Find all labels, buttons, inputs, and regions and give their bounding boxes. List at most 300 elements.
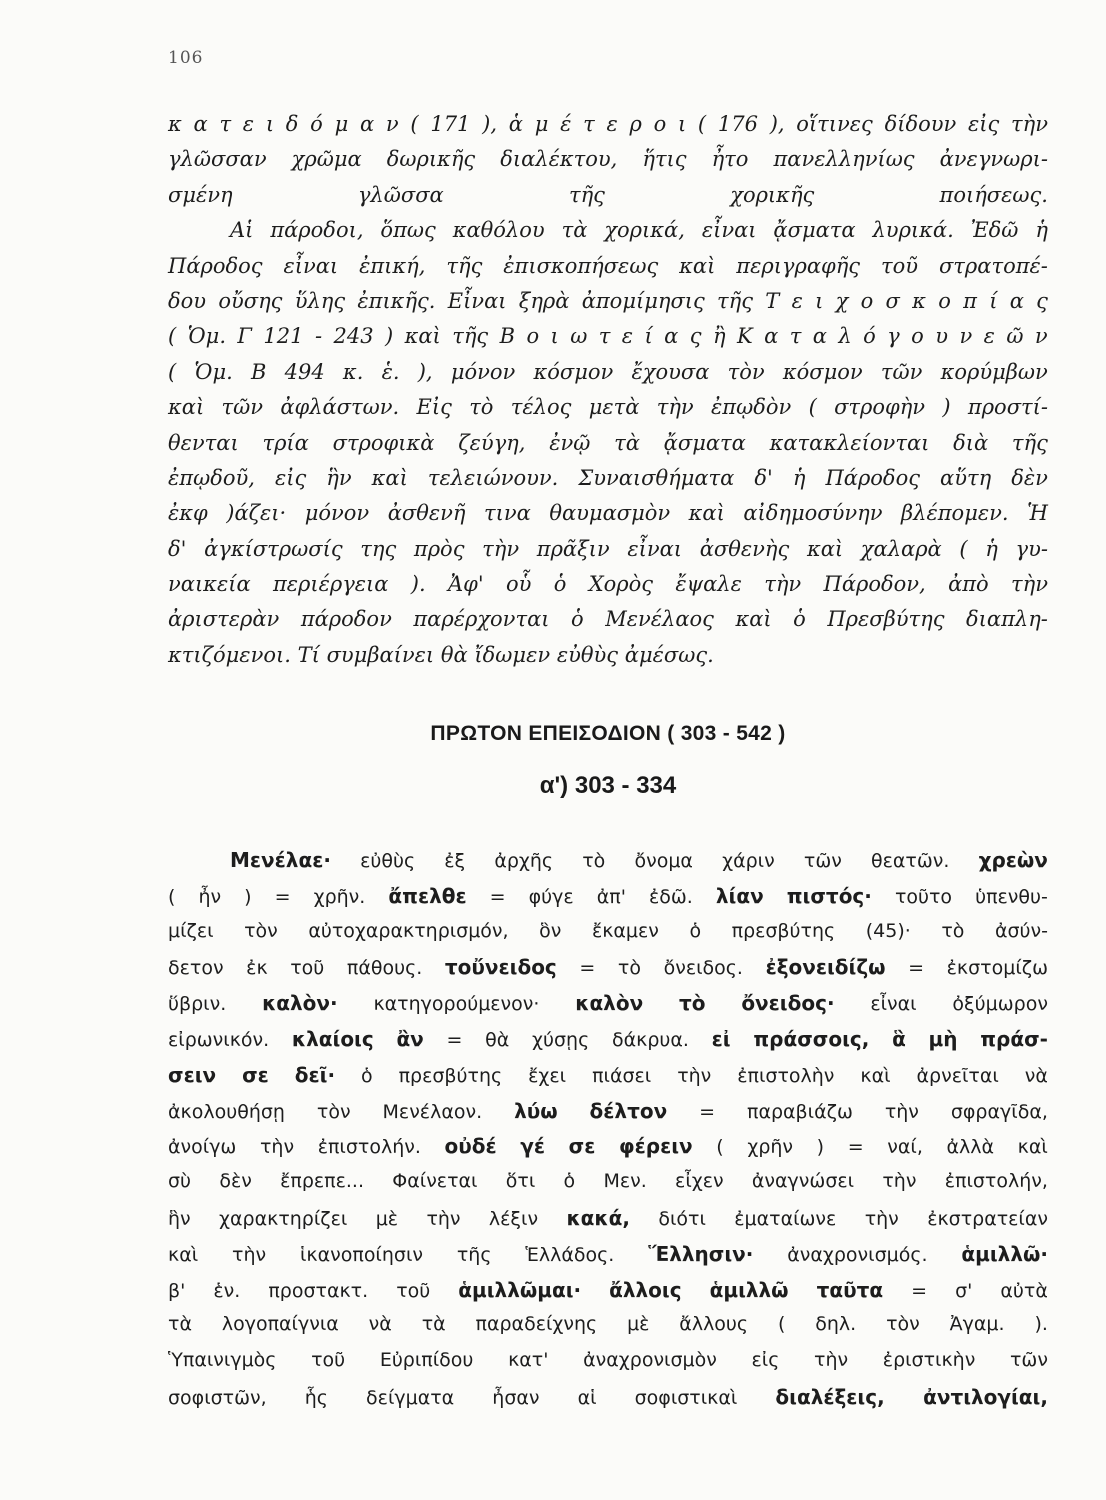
word: δετον [168, 957, 224, 980]
lemma-term: ἄλλοις [609, 1277, 682, 1302]
word: ἀναχρονισμός. [787, 1243, 928, 1266]
word: Εἶναι [447, 288, 507, 313]
word: Εἰς [416, 395, 452, 420]
word: δ' [168, 536, 187, 561]
word: ἡ [985, 536, 998, 561]
word: ί [989, 288, 998, 313]
word: εἶναι [283, 253, 339, 278]
word: ). [410, 572, 426, 597]
word: αἱ [577, 1386, 597, 1409]
word: = [489, 885, 506, 908]
word: ό [863, 324, 876, 349]
word: τὸ [941, 919, 965, 942]
word: ναί, [887, 1136, 923, 1159]
word: ο [911, 324, 924, 349]
word: καὶ [371, 465, 408, 490]
word: μετὰ [588, 395, 640, 420]
word: σὺ [168, 1170, 192, 1193]
word: ἧς [304, 1386, 328, 1409]
word: δωρικῆς [386, 147, 476, 172]
text-line [168, 218, 1048, 253]
word: εἶχεν [675, 1170, 724, 1193]
word: ζεύγη, [458, 430, 526, 455]
text-line [168, 431, 1048, 466]
word: τὸ [617, 957, 641, 980]
text-line [168, 643, 1048, 678]
word: ἣν [326, 465, 352, 490]
word: Φαίνεται [392, 1170, 478, 1193]
word: ) [816, 1136, 825, 1159]
text-line [168, 289, 1048, 324]
word: ὁ [563, 1170, 576, 1193]
word: φύγε [528, 885, 574, 908]
lemma-term: ἀντιλογίαι, [923, 1384, 1048, 1409]
word: ἔπρεπε... [280, 1170, 364, 1193]
word: 121 [263, 324, 304, 349]
word: ἐπῳδοῦ, [168, 465, 255, 490]
word: κόσμον [782, 359, 863, 384]
word: ( [410, 112, 419, 136]
word: τῆς [717, 288, 754, 313]
lemma-term: οὐδέ [444, 1134, 497, 1159]
word: ἐματαίωνε [734, 1207, 837, 1230]
word: Ὁμ. [187, 324, 226, 349]
word: ). [1034, 1313, 1048, 1336]
word: Συναισθήματα [578, 465, 735, 490]
lemma-term: κλαίοις [291, 1026, 374, 1051]
word: ῶ [1006, 324, 1024, 349]
word: = [579, 957, 596, 980]
lemma-term: πιστός· [786, 883, 872, 908]
word: ὀξύμωρον [952, 993, 1048, 1016]
word: ο [526, 324, 540, 349]
word: β' [168, 1279, 186, 1302]
commentary-line [168, 1063, 1048, 1099]
text-line [168, 183, 1048, 218]
word: ι [677, 112, 687, 136]
word: τῆς [568, 182, 605, 207]
word: Πάροδος [825, 465, 920, 490]
word: ὅπως [380, 218, 436, 243]
word: ἀνεγνωρι- [939, 147, 1048, 172]
word: ὑπενθυ- [975, 885, 1048, 908]
commentary-line [168, 991, 1048, 1027]
word: ἔψαλε [675, 572, 742, 597]
word: τέλος [510, 395, 572, 420]
lemma-term: ἄπελθε [388, 883, 467, 908]
commentary-line [168, 884, 1048, 920]
word: δίδουν [884, 112, 957, 136]
word: ᾄσματα [663, 430, 746, 455]
word: (45)· [865, 919, 911, 942]
word: ὃν [539, 919, 562, 942]
word: γλῶσσαν [168, 147, 267, 172]
word: χ [835, 288, 849, 313]
lemma-term: κακά, [566, 1205, 630, 1230]
word: ε [621, 324, 634, 349]
word: ἴδωμεν [474, 642, 551, 667]
word: δου [168, 288, 207, 313]
lemma-term: πράσσοις, [753, 1026, 870, 1051]
word: ) [384, 324, 394, 349]
word: τῶν [221, 395, 264, 420]
commentary-line [168, 1134, 1048, 1170]
word: ἐπισκοπήσεως [503, 253, 659, 278]
text-line [168, 254, 1048, 289]
word: δὲν [219, 1170, 252, 1193]
word: ἦν [198, 885, 222, 908]
word: οἵτινες [796, 112, 873, 136]
word: αὕτη [940, 465, 992, 490]
word: μόνον [304, 501, 370, 526]
word: τὴν [884, 1100, 919, 1123]
word: ι [550, 324, 559, 349]
word: α [664, 324, 679, 349]
word: )άζει· [226, 501, 287, 526]
word: τῆς [456, 1243, 492, 1266]
word: βλέπομεν. [901, 501, 1009, 526]
word: ἐκστομίζω [946, 957, 1048, 980]
word: θὰ [440, 642, 468, 667]
lemma-term: σειν [168, 1062, 217, 1087]
word: εἶναι [627, 536, 683, 561]
commentary-line [168, 1313, 1048, 1349]
word: ἀφλάστων. [280, 395, 400, 420]
word: Β [499, 324, 516, 349]
word: ἥτις [642, 147, 687, 172]
word: 171 [430, 112, 471, 136]
lemma-term: λίαν [715, 883, 764, 908]
word: σοφιστῶν, [168, 1386, 267, 1409]
word: στροφικὰ [332, 430, 435, 455]
word: στροφὴν [834, 395, 926, 420]
word: παρέρχονται [413, 607, 550, 632]
word: ᾄσματα [773, 218, 856, 243]
word: Κ [736, 324, 753, 349]
word: εἶναι [701, 218, 757, 243]
word: ε [791, 288, 803, 313]
word: ἀριστερὰν [168, 607, 280, 632]
word: τὰ [168, 1313, 192, 1336]
word: τῶν [1009, 1349, 1048, 1372]
word: ἐδῶ. [648, 885, 693, 908]
word: ἀμέσως. [624, 642, 714, 667]
word: ἐπιστολὴν [737, 1064, 835, 1087]
word: ἀλλὰ [946, 1136, 995, 1159]
word: ἐπιστολήν. [317, 1136, 421, 1159]
word: ( [168, 359, 177, 384]
text-line [168, 466, 1048, 501]
word: ( [777, 1313, 786, 1336]
word: ἔκαμεν [591, 919, 659, 942]
word: πανελληνίως [773, 147, 915, 172]
word: ἀσθενῆ [387, 501, 466, 526]
word: διαπλη- [966, 607, 1048, 632]
word: = [908, 957, 925, 980]
word: ἑν. [213, 1279, 241, 1302]
intro-paragraph [168, 112, 1048, 678]
word: ὁ [689, 919, 702, 942]
word: ὁ [361, 1064, 373, 1087]
commentary-line [168, 1242, 1048, 1278]
word: ἐπιστολήν, [944, 1170, 1048, 1193]
word: αὐτὰ [1000, 1279, 1048, 1302]
word: τὴν [764, 572, 802, 597]
lemma-term: φέρειν [619, 1134, 693, 1159]
word: τὴν [1011, 112, 1048, 136]
word: Β [250, 359, 267, 384]
word: τὴν [814, 1349, 849, 1372]
word: ἡ [792, 465, 806, 490]
word: ἦσαν [492, 1386, 540, 1409]
word: α [193, 112, 208, 136]
word: ἐπική, [359, 253, 426, 278]
word: τὸν [316, 1100, 351, 1123]
word: προστακτ. [268, 1279, 369, 1302]
word: μ [534, 112, 549, 136]
text-line [168, 360, 1048, 395]
word: καὶ [404, 324, 441, 349]
word: ) [244, 885, 252, 908]
word: π [963, 288, 977, 313]
word: χορικῆς [730, 182, 815, 207]
word: κατηγορούμενον· [373, 993, 540, 1016]
word: ἀρνεῖται [916, 1064, 999, 1087]
word: δείγματα [366, 1386, 455, 1409]
word: τοῦ [311, 1349, 346, 1372]
word: ὄνειδος. [663, 957, 743, 980]
lemma-term: πράσ- [980, 1026, 1048, 1051]
word: ο [653, 112, 667, 136]
word: τὴν [1011, 572, 1048, 597]
word: κ. [342, 359, 364, 384]
word: θενται [168, 430, 239, 455]
word: καὶ [806, 536, 844, 561]
text-line [168, 572, 1048, 607]
word: ὅτι [505, 1170, 536, 1193]
lemma-term: ὄνειδος· [741, 991, 835, 1016]
word: α [359, 112, 375, 136]
word: ἦτο [711, 147, 749, 172]
word: ( [697, 112, 707, 136]
word: Τί [297, 642, 320, 667]
word: ἔχει [528, 1064, 567, 1087]
word: ἐριστικὴν [882, 1349, 976, 1372]
word: λ [838, 324, 852, 349]
word: πάθους. [346, 957, 423, 980]
word: τὴν [482, 536, 520, 561]
word: μ [334, 112, 349, 136]
commentary-line [168, 1349, 1048, 1385]
commentary-line [168, 1099, 1048, 1135]
word: εἰς [968, 112, 1000, 136]
word: ἱκανοποίησιν [299, 1243, 423, 1266]
word: ( [716, 1136, 724, 1159]
word: ε [983, 324, 995, 349]
lemma-term: λύω [514, 1098, 558, 1123]
word: νὰ [368, 1313, 392, 1336]
word: ὁ [553, 572, 567, 597]
word: ὕλης [294, 288, 346, 313]
word: σφραγῖδα, [950, 1100, 1048, 1123]
word: σοφιστικαὶ [634, 1386, 738, 1409]
word: μίζει [168, 919, 214, 942]
lemma-term: ἁμιλλῶ· [961, 1241, 1048, 1266]
word: τὴν [232, 1243, 267, 1266]
word: α [764, 324, 779, 349]
word: κτιζόμενοι. [168, 642, 291, 667]
text-line [168, 501, 1048, 536]
word: χύσῃς [532, 1028, 590, 1051]
word: ρ [629, 112, 642, 136]
word: Ὑπαινιγμὸς [168, 1349, 277, 1372]
word: λυρικά. [872, 218, 954, 243]
word: Πάροδον, [823, 572, 926, 597]
word: Εὐριπίδου [379, 1349, 474, 1372]
word: πάροδοι, [270, 218, 364, 243]
word: τὸν [886, 1313, 920, 1336]
word: χορικά, [604, 218, 685, 243]
word: τῶν [803, 850, 842, 872]
word: ς [1036, 288, 1048, 313]
word: τὰ [614, 430, 640, 455]
word: κορύμβων [940, 359, 1048, 384]
word: καὶ [1017, 1136, 1048, 1159]
word: σ' [955, 1279, 973, 1302]
word: τοῦ [290, 957, 325, 980]
word: στρατοπέ- [938, 253, 1048, 278]
word: Γ [237, 324, 252, 349]
text-line [168, 395, 1048, 430]
word: καὶ [688, 501, 725, 526]
word: εἶναι [870, 993, 917, 1016]
word: τὴν [864, 1207, 899, 1230]
word: αὐτοχαρακτηρισμόν, [308, 919, 509, 942]
word: τὸ [469, 395, 494, 420]
word: Ὁμ. [194, 359, 233, 384]
word: τρία [262, 430, 309, 455]
word: ἀσθενὴς [699, 536, 790, 561]
word: εἰς [274, 465, 307, 490]
word: νὰ [1024, 1064, 1048, 1087]
word: μόνον [450, 359, 516, 384]
word: καὶ [679, 253, 716, 278]
lemma-term: ἁμιλλῶ [709, 1277, 789, 1302]
word: ), [769, 112, 785, 136]
word: αἰδημοσύνην [743, 501, 883, 526]
word: χαλαρὰ [860, 536, 942, 561]
word: ὁ [793, 607, 806, 632]
commentary-line [168, 955, 1048, 991]
lemma-term: εἰ [711, 1026, 731, 1051]
word: κ [168, 112, 182, 136]
word: = [847, 1136, 864, 1159]
lemma-term: ταῦτα [816, 1277, 884, 1302]
word: τὴν [259, 1136, 295, 1159]
word: τ [789, 324, 802, 349]
word: ἀπομίμησις [581, 288, 705, 313]
word: ἐξ [444, 850, 466, 872]
word: Μενέλαον. [382, 1100, 483, 1123]
word: εὐθὺς [556, 642, 619, 667]
word: εἰρωνικόν. [168, 1028, 270, 1051]
word: λέξιν [488, 1207, 539, 1230]
word: ο [860, 288, 874, 313]
word: χαρακτηρίζει [219, 1207, 348, 1230]
word: τοῦ [396, 1279, 431, 1302]
word: ε [242, 112, 255, 136]
word: τελειώνουν. [427, 465, 559, 490]
word: Ἐδῶ [970, 218, 1019, 243]
word: τὸν [727, 359, 765, 384]
word: ξηρὰ [518, 288, 570, 313]
word: έ [560, 112, 572, 136]
word: λογοπαίγνια [221, 1313, 339, 1336]
word: περιγραφῆς [736, 253, 861, 278]
word: = [446, 1028, 463, 1051]
word: τὴν [656, 395, 694, 420]
word: μὲ [375, 1207, 399, 1230]
word: ι [815, 288, 824, 313]
word: Ἑλλάδος. [525, 1243, 615, 1266]
word: ναικεία [168, 572, 251, 597]
word: ν [1034, 324, 1048, 349]
word: Χορὸς [588, 572, 654, 597]
word: τὰ [561, 218, 588, 243]
word: τὴν [426, 1207, 461, 1230]
word: κόσμον [533, 359, 614, 384]
word: ), [417, 359, 433, 384]
word: ἐπικῆς. [357, 288, 436, 313]
word: ἣν [168, 1207, 191, 1230]
word: - [314, 324, 323, 349]
word: οὔσης [218, 288, 283, 313]
text-line [168, 324, 1048, 359]
word: ἀπ' [596, 885, 626, 908]
word: υ [935, 324, 949, 349]
lemma-term: καλὸν [575, 991, 644, 1016]
word: Ἀγαμ. [949, 1313, 1005, 1336]
lemma-term: δεῖ· [294, 1062, 336, 1087]
word: χρῶμα [291, 147, 362, 172]
word: οὗ [505, 572, 532, 597]
word: ἔχουσα [631, 359, 710, 384]
word: ( [168, 324, 177, 349]
word: Πάροδος [168, 253, 263, 278]
word: ἐκστρατείαν [927, 1207, 1048, 1230]
word: τ [219, 112, 232, 136]
word: ν [385, 112, 399, 136]
word: ( [959, 536, 968, 561]
word: τὸν [244, 919, 278, 942]
word: ἐκφ [168, 501, 208, 526]
word: = [274, 885, 291, 908]
word: ὁ [571, 607, 584, 632]
word: ἐνῷ [549, 430, 591, 455]
word: ἐκ [246, 957, 268, 980]
word: α [812, 324, 827, 349]
word: διότι [658, 1207, 706, 1230]
word: καὶ [735, 607, 772, 632]
word: Τ [765, 288, 780, 313]
word: θεατῶν. [871, 850, 950, 872]
word: ἀρχῆς [494, 850, 554, 872]
word: ἀγκίστρωσίς [204, 536, 343, 561]
word: κ [912, 288, 926, 313]
word: τοῦτο [894, 885, 953, 908]
word: σμένη [168, 182, 233, 207]
word: ), [482, 112, 498, 136]
